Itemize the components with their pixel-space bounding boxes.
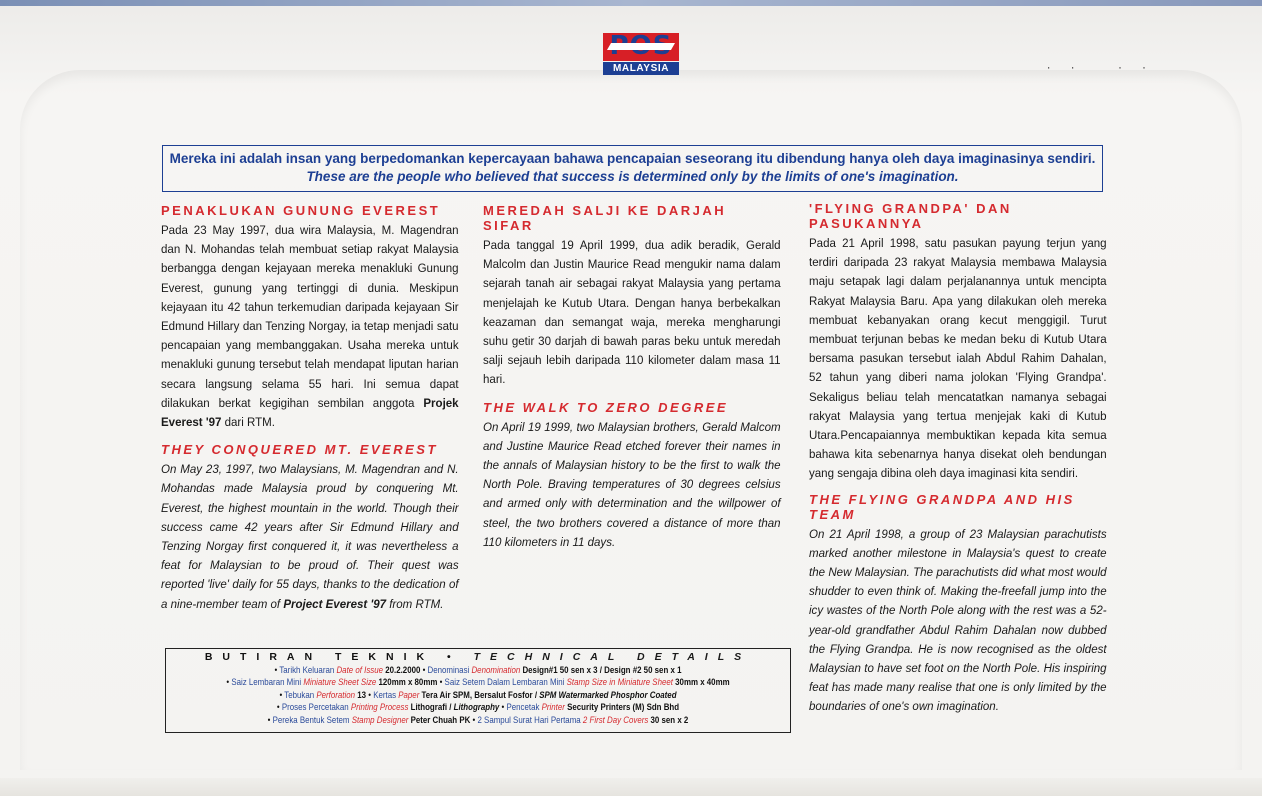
tagline-malay: Mereka ini adalah insan yang berpedomankan kepercayaan bahawa pencapaian seseorang itu dibendung hanya oleh daya imaginasinya sendiri. (169, 151, 1096, 166)
tech-value: 20.2.2000 (385, 664, 421, 675)
tagline-box (162, 145, 1103, 192)
technical-details-box (165, 648, 791, 733)
body-everest-ms (161, 221, 459, 432)
tech-label: Saiz Setem Dalam Lembaran Mini (444, 677, 565, 688)
heading-grandpa-ms: 'FLYING GRANDPA' DAN PASUKANNYA (809, 201, 1012, 231)
tech-label-en: Date of Issue (336, 664, 384, 675)
tech-value: Tera Air SPM, Bersalut Fosfor / (421, 689, 540, 700)
tech-value-en: SPM Watermarked Phosphor Coated (539, 689, 677, 700)
body-everest-en-bold: Project Everest '97 (283, 596, 387, 611)
envelope-bottom-edge (0, 778, 1262, 796)
body-grandpa-en: On 21 April 1998, a group of 23 Malaysian parachutists marked another milestone in Malaysia's quest to create the New Malaysian. The parachutists did what most would shudder to even think of. Making the-freefall jump into the icy wastes of the North Pole along with the rest was a 52-year-old grandfather Abdul Rahim Dahalan now dubbed the Flying Grandpa. He is now recognised as the oldest Malaysian to have set foot on the North Pole. His inspiring feat has made many realise that one is only limited by the boundaries of one's own imagination. (809, 526, 1107, 714)
top-strip (0, 0, 1262, 6)
tech-line-2: • Saiz Lembaran Mini Miniature Sheet Size 120mm x 80mm • Saiz Setem Dalam Lembaran Mini Stamp Size in Miniature Sheet 30mm x 40mm (226, 677, 730, 688)
tech-label-en: 2 First Day Covers (582, 714, 649, 725)
column-everest (161, 203, 459, 614)
body-northpole-en: On April 19 1999, two Malaysian brothers, Gerald Malcom and Justine Maurice Read etched forever their names in the annals of Malaysian history to be the first to walk the North Pole. Braving temperatures of 30 degrees celsius and armed only with determination and the willpower of steel, the two brothers covered a distance of more than 110 kilometers in 11 days. (483, 419, 781, 549)
tech-label: Proses Percetakan (281, 702, 349, 713)
body-everest-en-tail: from RTM. (386, 596, 444, 611)
tech-line-1: • Tarikh Keluaran Date of Issue 20.2.2000 • Denominasi Denomination Design#1 50 sen x 3 / Design #2 50 sen x 1 (274, 664, 682, 675)
tech-line-4: • Proses Percetakan Printing Process Lithografi / Lithography • Pencetak Printer Security Printers (M) Sdn Bhd (276, 702, 680, 713)
heading-everest-en: THEY CONQUERED MT. EVEREST (161, 442, 438, 458)
tech-label: Denominasi (427, 664, 470, 675)
tagline-english: These are the people who believed that success is determined only by the limits of one's imagination. (306, 169, 959, 184)
column-north-pole (483, 203, 781, 552)
tech-line-3: • Tebukan Perforation 13 • Kertas Paper Tera Air SPM, Bersalut Fosfor / SPM Watermarked Phosphor Coated (279, 689, 677, 700)
body-everest-ms-tail: dari RTM. (221, 415, 275, 430)
corner-mark: ·· ·· (1046, 60, 1166, 74)
tech-value: 120mm x 80mm (378, 677, 438, 688)
body-everest-en-text: On May 23, 1997, two Malaysians, M. Magendran and N. Mohandas made Malaysia proud by conquering Mt. Everest, the highest mountain in the world. Though their success came 42 years after Sir Edmund Hillary and Tenzing Norgay first conquered it, it was nevertheless a feat for Malaysian to be proud of. Their quest was reported 'live' daily for 55 days, thanks to the dedication of a nine-member team of (161, 462, 459, 611)
tech-label-en: Printing Process (350, 702, 409, 713)
tech-value: Design#1 50 sen x 3 / Design #2 50 sen x 1 (522, 664, 682, 675)
tech-value: 30mm x 40mm (675, 677, 730, 688)
tech-title-en: TECHNICAL DETAILS (473, 651, 752, 663)
tech-label: Saiz Lembaran Mini (231, 677, 302, 688)
tech-label: Kertas (373, 689, 397, 700)
tech-label: Tebukan (284, 689, 315, 700)
tech-line-5: • Pereka Bentuk Setem Stamp Designer Peter Chuah PK • 2 Sampul Surat Hari Pertama 2 First Day Covers 30 sen x 2 (267, 714, 689, 725)
tech-label: Tarikh Keluaran (279, 664, 335, 675)
tech-value: Lithografi / (410, 702, 454, 713)
tech-label: 2 Sampul Surat Hari Pertama (477, 714, 581, 725)
body-everest-en (161, 460, 459, 614)
technical-details-title: BUTIRAN TEKNIK • TECHNICAL DETAILS (204, 651, 752, 663)
tech-value: Security Printers (M) Sdn Bhd (567, 702, 680, 713)
body-grandpa-ms: Pada 21 April 1998, satu pasukan payung terjun yang terdiri daripada 23 rakyat Malaysia membawa Malaysia maju setapak lagi dalam perjalanannya untuk mencipta Rakyat Malaysia Baru. Apa yang dilakukan oleh mereka membuat kebanyakan orang kecut menggigil. Turut membuat terjunan bebas ke medan beku di Kutub Utara bersama pasukan tersebut ialah Abdul Rahim Dahalan, 52 tahun yang diberi nama jolokan 'Flying Grandpa'. Sekaligus beliau telah mencatatkan namanya sebagai rakyat Malaysia yang tertua menjejak kaki di Kutub Utara.Pencapaiannya membuktikan kepada kita semua bahawa kita sebenarnya hanya disekat oleh bendungan yang sengaja dibina oleh daya imaginasi kita sendiri. (809, 236, 1107, 481)
tech-title-ms: BUTIRAN TEKNIK (204, 651, 435, 663)
tech-label: Pereka Bentuk Setem (272, 714, 350, 725)
tech-label-en: Paper (398, 689, 420, 700)
tech-value: 13 (357, 689, 367, 700)
tech-label: Pencetak (506, 702, 540, 713)
pos-malaysia-logo (603, 33, 679, 75)
body-northpole-ms: Pada tanggal 19 April 1999, dua adik beradik, Gerald Malcolm dan Justin Maurice Read mengukir nama dalam sejarah tanah air sebagai rakyat Malaysia yang pertama menjelajah ke Kutub Utara. Dengan hanya berbekalkan keazaman dan semangat waja, mereka mengharungi suhu getir 30 darjah di bawah paras beku untuk meredah salji sejauh lebih daripada 110 kilometer dalam masa 11 hari. (483, 238, 781, 387)
tech-label-en: Perforation (316, 689, 356, 700)
tech-value-en: Lithography (453, 702, 500, 713)
tech-label-en: Stamp Size in Miniature Sheet (566, 677, 673, 688)
logo-country: MALAYSIA (603, 62, 679, 75)
column-flying-grandpa (809, 201, 1105, 717)
heading-northpole-ms: MEREDAH SALJI KE DARJAH SIFAR (483, 203, 727, 233)
tech-value: Peter Chuah PK (410, 714, 471, 725)
heading-everest-ms: PENAKLUKAN GUNUNG EVEREST (161, 203, 441, 218)
body-everest-ms-text: Pada 23 May 1997, dua wira Malaysia, M. Magendran dan N. Mohandas telah membuat setiap rakyat Malaysia berbangga dengan kejayaan mereka menakluki Gunung Everest, gunung yang tertinggi di dunia. Meskipun kejayaan itu 42 tahun terkemudian daripada kejayaan Sir Edmund Hillary dan Tenzing Norgay, ia tetap menjadi satu pencapaian yang membanggakan. Usaha mereka untuk menakluki gunung tersebut telah mendapat liputan harian secara langsung selama 55 hari. Ini semua dapat dilakukan berkat kegigihan sembilan anggota (161, 223, 459, 410)
logo-wing-icon (607, 43, 675, 50)
tech-label-en: Denomination (471, 664, 521, 675)
tech-label-en: Printer (541, 702, 565, 713)
body-everest-ms-bold: Projek Everest '97 (161, 395, 459, 430)
tech-value: 30 sen x 2 (650, 714, 689, 725)
heading-northpole-en: THE WALK TO ZERO DEGREE (483, 399, 729, 415)
tech-label-en: Miniature Sheet Size (303, 677, 377, 688)
heading-grandpa-en: THE FLYING GRANDPA AND HIS TEAM (809, 491, 1075, 522)
logo-red-panel (603, 33, 679, 61)
tech-label-en: Stamp Designer (351, 714, 409, 725)
